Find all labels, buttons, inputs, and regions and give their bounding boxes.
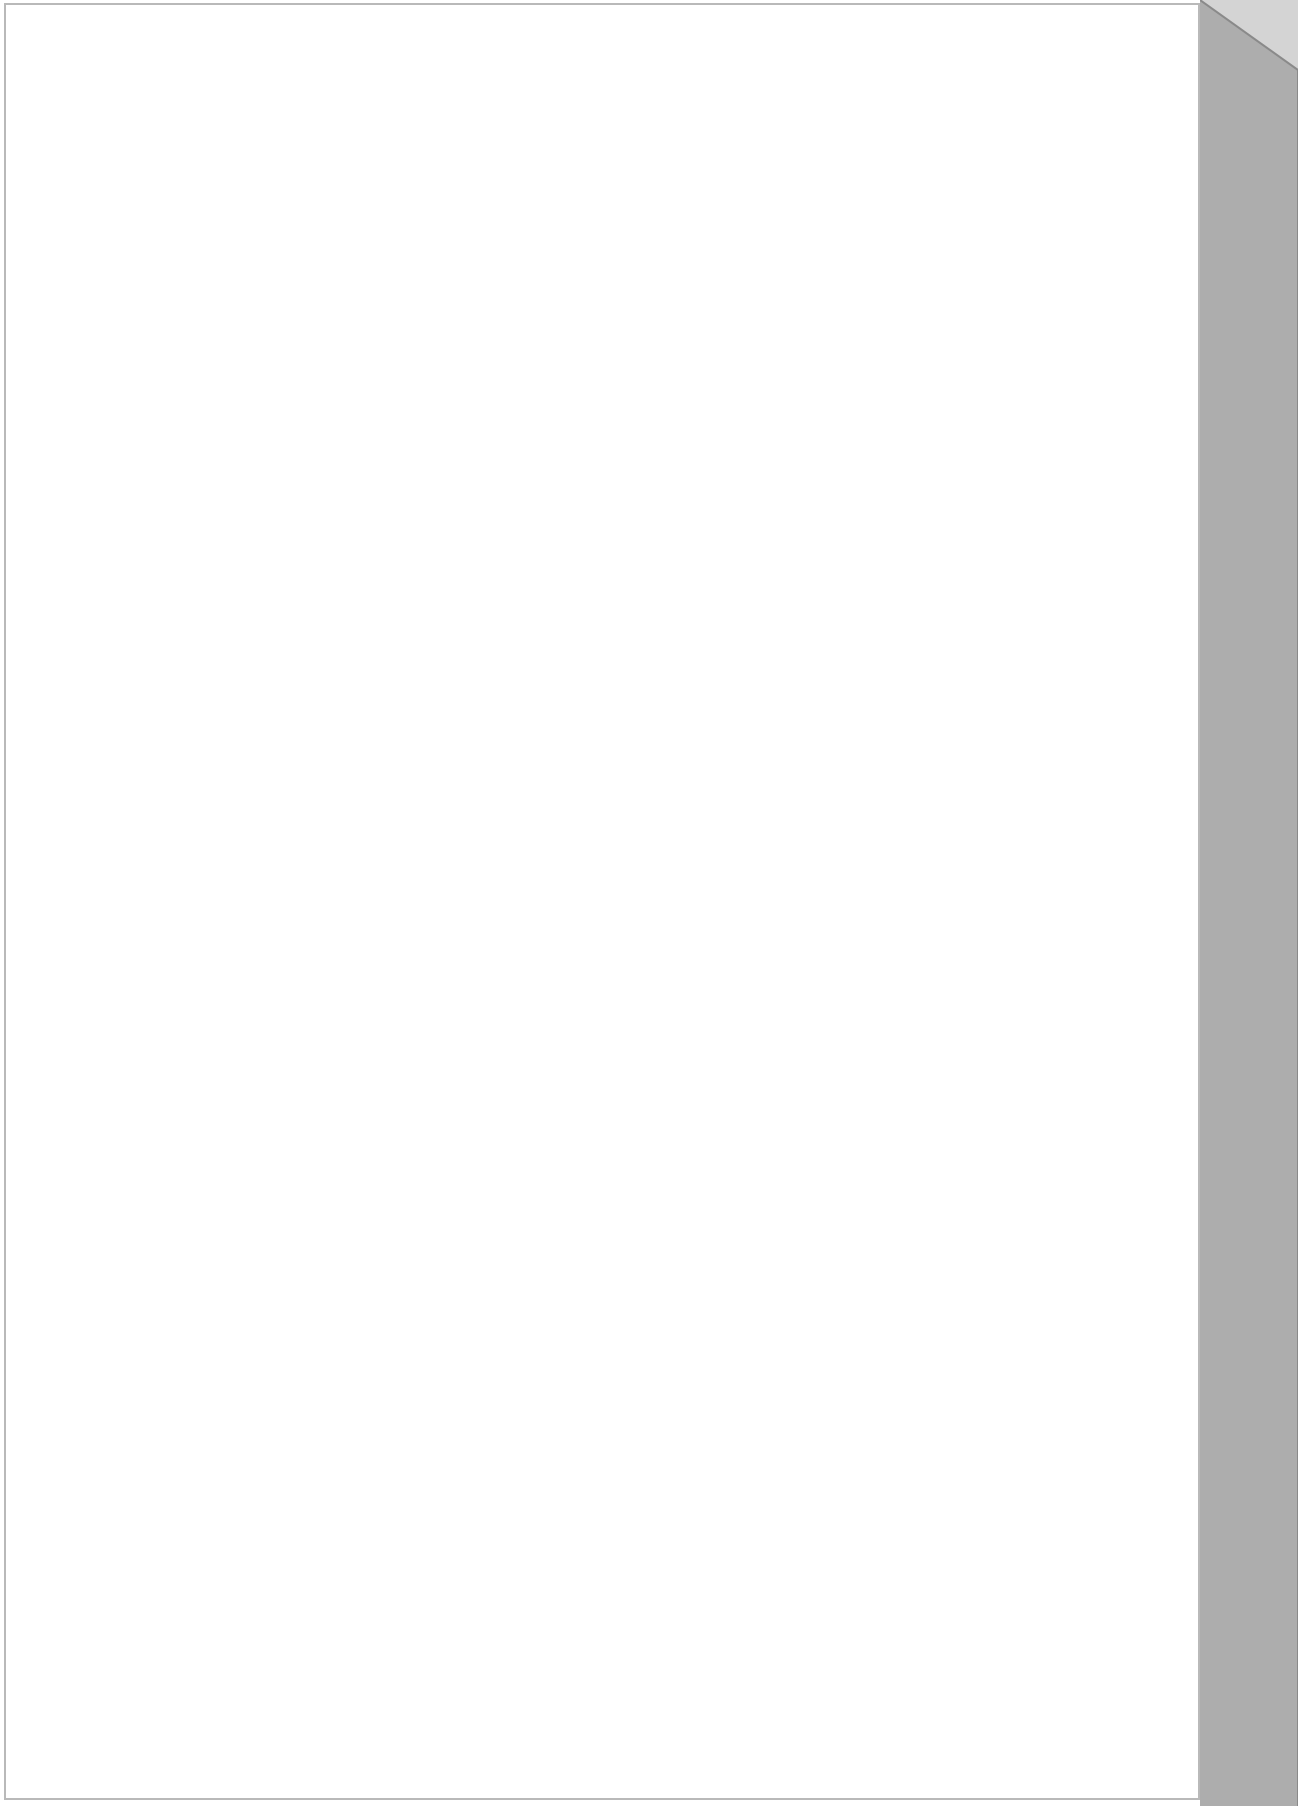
paragraph-line [169,360,1059,409]
paragraph-line [169,1452,1059,1501]
microbial-paragraph [169,1156,1059,1550]
paragraph-line [169,1353,1059,1402]
book-edge-side [1200,0,1298,1806]
paragraph-line [169,1501,1059,1550]
paragraph-line [169,1106,1059,1155]
paragraph-line [169,1156,1059,1205]
paragraph-line [169,606,1059,655]
paragraph-line [169,958,1059,1007]
paragraph-line [169,1007,1059,1056]
paragraph-line [169,909,1059,958]
paragraph-line [169,859,1059,908]
running-footer [601,1607,639,1633]
book-page [4,3,1200,1800]
paragraph-line [169,1255,1059,1304]
intro-paragraph [169,360,1059,656]
paragraph-line [169,1304,1059,1353]
paragraph-line [169,1205,1059,1254]
paragraph-line [169,409,1059,458]
tillage-paragraph [169,810,1059,1155]
paragraph-line [169,1056,1059,1105]
paragraph-line [169,508,1059,557]
book-edge-3d [1200,0,1298,1806]
paragraph-line [169,459,1059,508]
subsection-heading [201,713,229,749]
paragraph-line [169,810,1059,859]
paragraph-line [169,1402,1059,1451]
section-heading [201,265,235,305]
paragraph-line [169,557,1059,606]
